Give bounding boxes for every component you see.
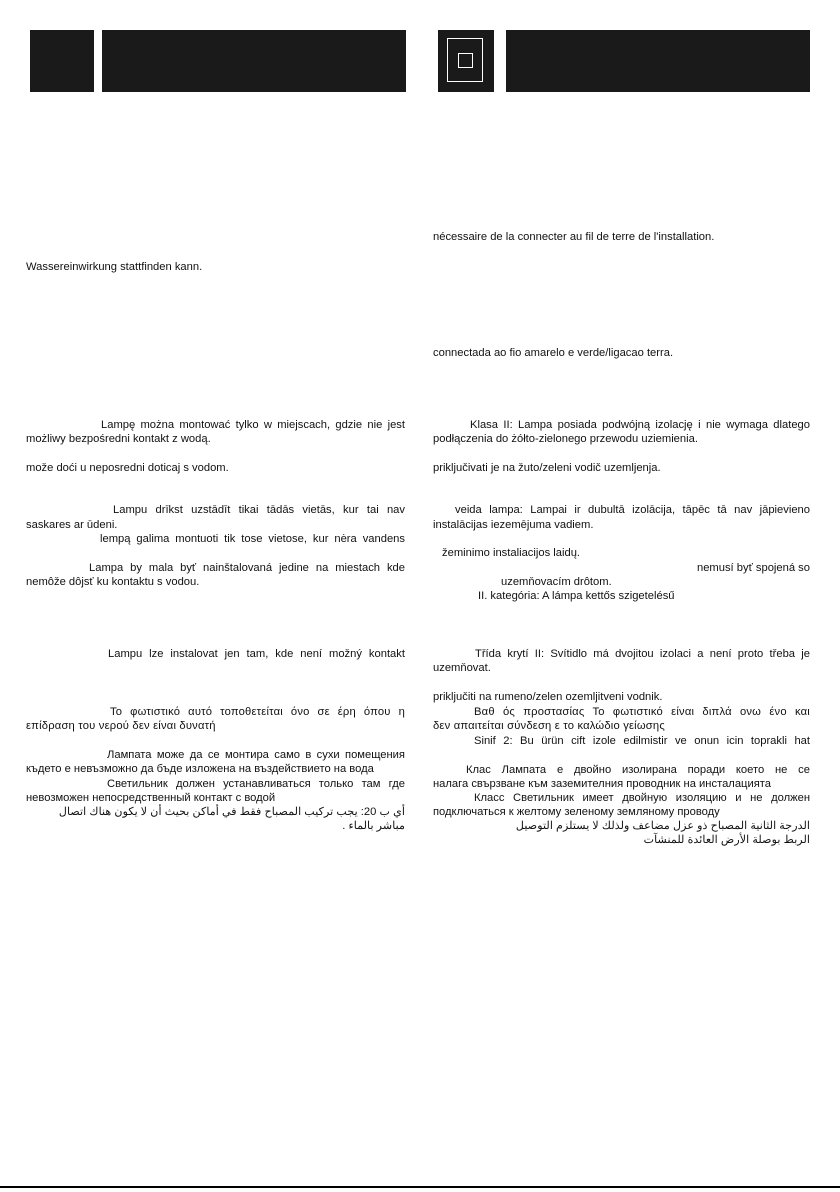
- pl-text-2: możliwy bezpośredni kontakt z wodą.: [26, 433, 211, 445]
- bg-r-text-2: налага свързване към заземителния проводник на инсталацията: [433, 778, 771, 790]
- ru-text-1: Светильник должен устанавливаться только там где: [107, 778, 405, 790]
- left-header-bar: [102, 30, 406, 92]
- sk-r-text-1: nemusí byť spojená so: [696, 562, 810, 574]
- el-r-text-1: Βαθ ός προστασίας Το φωτιστικό είναι διπλά ονω ένο και: [474, 706, 810, 718]
- bg-text-2: където е невъзможно да бъде изложена на въздействието на вода: [26, 763, 374, 775]
- hr-text: može doći u neposredni doticaj s vodom.: [26, 462, 229, 474]
- lv-r-text-1: veida lampa: Lampai ir dubultā izolācija, tāpēc tā nav jāpievieno: [455, 504, 810, 516]
- right-header-bar: [506, 30, 810, 92]
- pl-text-1: Lampę można montować tylko w miejscach, gdzie nie jest: [101, 419, 405, 431]
- sk-text-1: Lampa by mala byť nainštalovaná jedine na miestach kde: [89, 562, 405, 574]
- pl-r-text-2: podłączenia do żółto-zielonego przewodu uziemienia.: [433, 433, 698, 445]
- cz-r-text-2: uzemňovat.: [433, 662, 491, 674]
- el-text-2: επίδραση του νερού δεν είναι δυνατή: [26, 720, 216, 732]
- el-text-1: Το φωτιστικό αυτό τοποθετείται όνο σε έρη όπου η: [110, 706, 405, 718]
- class-ii-inner-square-icon: [458, 53, 473, 68]
- pt-text: connectada ao fio amarelo e verde/ligacao terra.: [433, 347, 674, 359]
- ar-r-text-2: الربط بوصلة الأرض العائدة للمنشآت: [643, 834, 810, 846]
- sk-r-text-2: uzemňovacím drôtom.: [501, 576, 612, 588]
- ru-r-text-2: подключаться к желтому зеленому земляному проводу: [433, 806, 720, 818]
- cz-r-text-1: Třída krytí II: Svítidlo má dvojitou izolaci a není proto třeba je: [475, 648, 810, 660]
- lv-text-2: saskares ar ūdeni.: [26, 519, 118, 531]
- hu-r-text: II. kategória: A lámpa kettős szigetelésű: [478, 590, 675, 602]
- ar-r-text-1: الدرجة الثانية المصباح ذو عزل مضاعف ولذلك لا يستلزم التوصيل: [515, 820, 810, 832]
- fr-text: nécessaire de la connecter au fil de terre de l'installation.: [433, 231, 715, 243]
- ar-text-1: أي ب 20: يجب تركيب المصباح فقط في أماكن بحيث أن لا يكون هناك اتصال: [58, 806, 405, 818]
- ru-text-2: невозможен непосредственный контакт с водой: [26, 792, 276, 804]
- bg-text-1: Лампата може да се монтира само в сухи помещения: [107, 749, 405, 761]
- tr-r-text: Sinif 2: Bu ürün cift izole edilmistir ve onun icin toprakli hat: [474, 735, 810, 747]
- hr-r-text: priključivati je na žuto/zeleni vodič uzemljenja.: [433, 462, 661, 474]
- lt-r-text: žeminimo instaliacijos laidų.: [442, 547, 581, 559]
- de-text: Wassereinwirkung stattfinden kann.: [26, 261, 203, 273]
- ru-r-text-1: Класс Светильник имеет двойную изоляцию и не должен: [474, 792, 810, 804]
- lv-r-text-2: instalācijas iezemējuma vadiem.: [433, 519, 594, 531]
- sk-text-2: nemôže dôjsť ku kontaktu s vodou.: [26, 576, 200, 588]
- cz-text: Lampu lze instalovat jen tam, kde není možný kontakt: [108, 648, 405, 660]
- lv-text-1: Lampu drīkst uzstādīt tikai tādās vietās, kur tai nav: [113, 504, 405, 516]
- page-bottom-rule: [0, 1186, 840, 1188]
- lt-text: lempą galima montuoti tik tose vietose, kur nėra vandens: [100, 533, 405, 545]
- sl-r-text: priključiti na rumeno/zelen ozemljitveni vodnik.: [433, 691, 663, 703]
- el-r-text-2: δεν απαιτείται σύνδεση ε το καλώδιο γείωσης: [433, 720, 665, 732]
- bg-r-text-1: Клас Лампата е двойно изолирана поради което не се: [466, 764, 810, 776]
- ar-text-2: مباشر بالماء .: [342, 820, 405, 832]
- left-class-block: [30, 30, 94, 92]
- pl-r-text-1: Klasa II: Lampa posiada podwójną izolację i nie wymaga dlatego: [470, 419, 810, 431]
